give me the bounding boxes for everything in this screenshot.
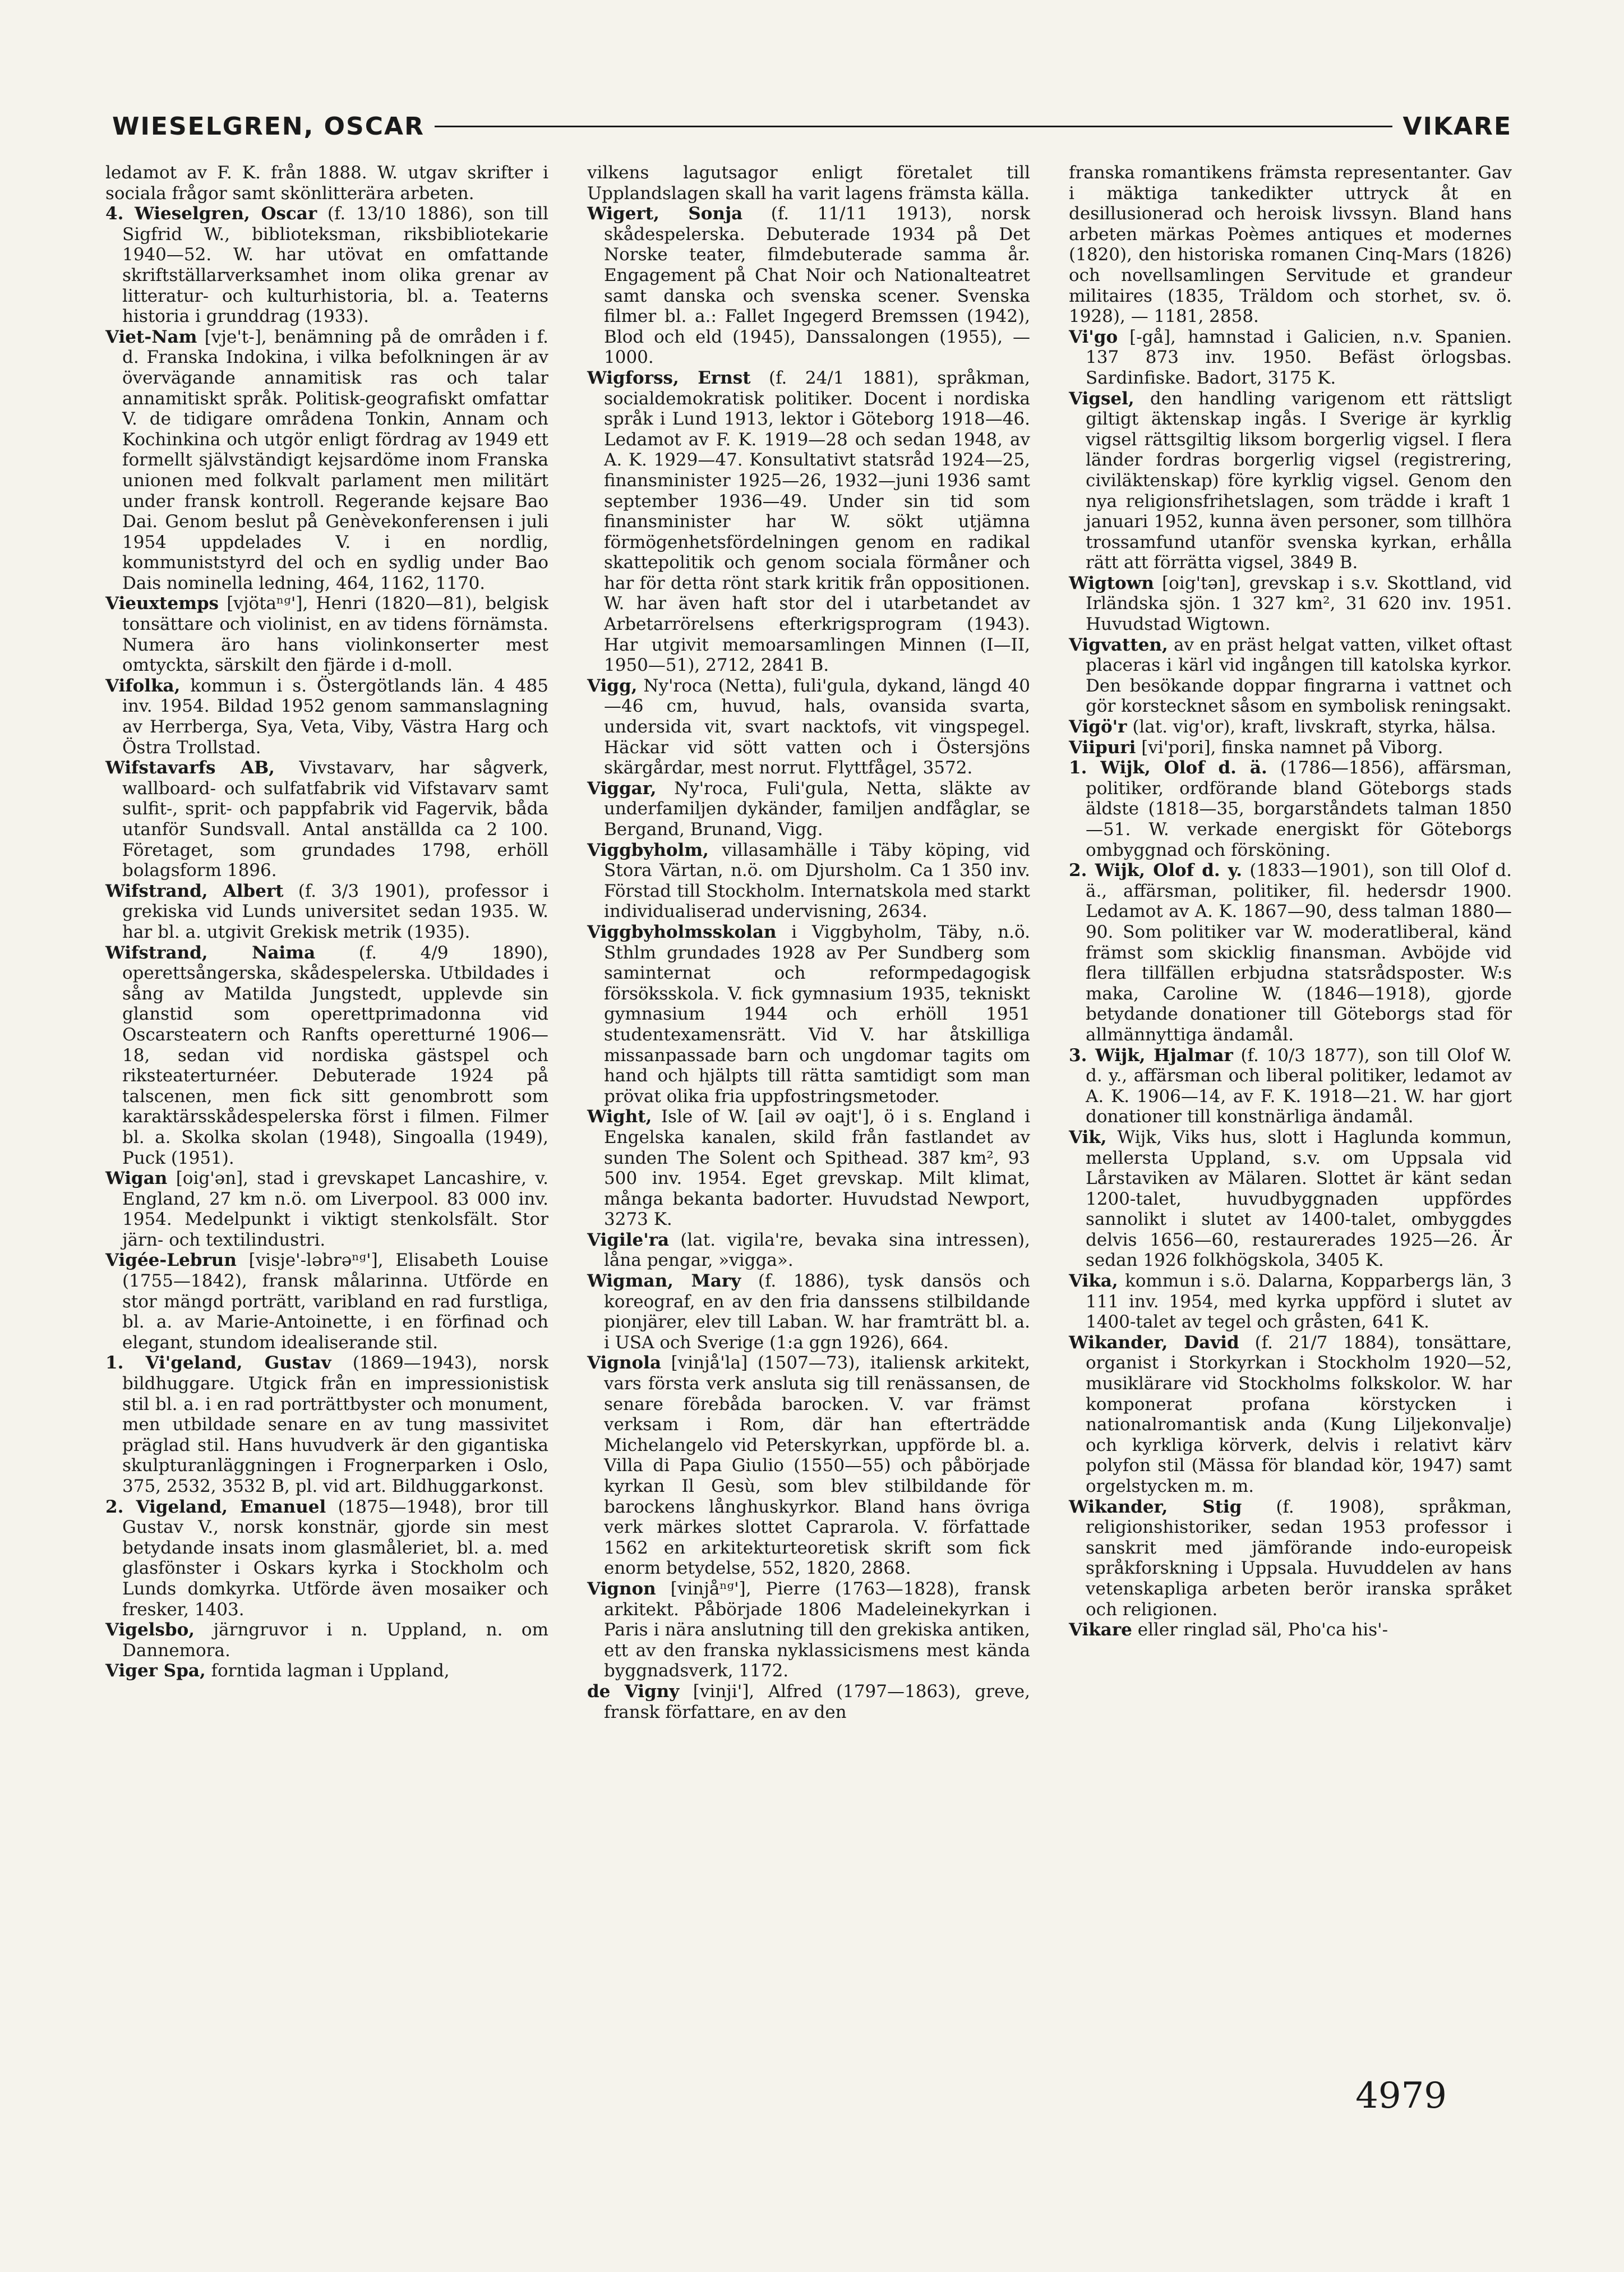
dictionary-entry	[105, 676, 548, 758]
dictionary-entry	[587, 1353, 1030, 1579]
entry-text: (1833—1901), son till Olof d. ä., affärsman, politiker, fil. hedersdr 1900. Ledamot av A. K. 1867—90, dess talman 1880—90. Som politiker var W. moderatliberal, känd främst som skicklig finansman. Avböjde vid flera tillfällen erbjudna statsrådsposter. W:s maka, Caroline W. (1846—1918), gjorde betydande donationer till Göteborgs stad för allmännyttiga ändamål.	[1086, 860, 1512, 1045]
entry-headword: Wigforss, Ernst	[587, 367, 751, 388]
entry-headword: Vigg,	[587, 675, 638, 696]
entry-headword: Vik,	[1069, 1127, 1107, 1147]
dictionary-entry	[1069, 327, 1512, 389]
entry-headword: Wikander, Stig	[1069, 1496, 1242, 1517]
entry-text: (1869—1943), norsk bildhuggare. Utgick från en impressionistisk stil bl. a. i en rad porträttbyster och monument, men utbildade senare en av tung massivitet präglad stil. Hans huvudverk är den gigantiska skulpturanläggningen i Frognerparken i Oslo, 375, 2532, 3532 B, pl. vid art. Bildhuggarkonst.	[122, 1353, 548, 1496]
entry-headword: 4. Wieselgren, Oscar	[105, 204, 317, 224]
entry-headword: Wikander, David	[1069, 1332, 1239, 1353]
dictionary-entry	[105, 1497, 548, 1620]
dictionary-entry	[1069, 1127, 1512, 1271]
entry-text: av en präst helgat vatten, vilket oftast placeras i kärl vid ingången till katolska kyrkor. Den besökande doppar fingrarna i vattnet och gör korstecknet såsom en symbolisk reningsakt.	[1086, 634, 1512, 717]
entry-text: (f. 24/1 1881), språkman, socialdemokratisk politiker. Docent i nordiska språk i Lund 1913, lektor i Göteborg 1918—46. Ledamot av F. K. 1919—28 och sedan 1948, av A. K. 1929—47. Konsultativt statsråd 1924—25, finansminister 1925—26, 1932—juni 1936 samt september 1936—49. Under sin tid som finansminister har W. sökt utjämna förmögenhetsfördelningen genom en radikal skattepolitik och genom sociala förmåner och har för detta rönt stark kritik från oppositionen. W. har även haft stor del i utarbetandet av Arbetarrörelsens efterkrigsprogram (1943). Har utgivit memoarsamlingen Minnen (I—II, 1950—51), 2712, 2841 B.	[604, 367, 1030, 676]
dictionary-entry	[587, 1681, 1030, 1722]
header-right-word: VIKARE	[1402, 112, 1512, 141]
entry-text: den handling varigenom ett rättsligt giltigt äktenskap ingås. I Sverige är kyrklig vigsel rättsgiltig liksom borgerlig vigsel. I flera länder fordras borgerlig vigsel (registrering, civiläktenskap) före kyrklig vigsel. Genom den nya religionsfrihetslagen, som trädde i kraft 1 januari 1952, kunna även personer, som tillhöra trossamfund utanför svenska kyrkan, erhålla rätt att förrätta vigsel, 3849 B.	[1086, 388, 1512, 573]
entry-text: kommun i s.ö. Dalarna, Kopparbergs län, 3 111 inv. 1954, med kyrka uppförd i slutet av 1400-talet av tegel och gråsten, 641 K.	[1086, 1271, 1512, 1333]
column-right	[1069, 163, 1512, 2109]
entry-text: kommun i s. Östergötlands län. 4 485 inv. 1954. Bildad 1952 genom sammanslagning av Herrberga, Sya, Veta, Viby, Västra Harg och Östra Trollstad.	[122, 675, 548, 758]
entry-headword: Viggbyholm,	[587, 840, 709, 860]
entry-text: Vivstavarv, har sågverk, wallboard- och sulfatfabrik vid Vifstavarv samt sulfit-, sprit- och pappfabrik vid Fagervik, båda utanför Sundsvall. Antal anställda ca 2 100. Företaget, som grundades 1798, erhöll bolagsform 1896.	[122, 758, 548, 881]
dictionary-entry	[105, 1168, 548, 1250]
entry-text: Ny'roca (Netta), fuli'gula, dykand, längd 40—46 cm, huvud, hals, ovansida svarta, undersida vit, svart nacktofs, vit vingspegel. Häckar vid sött vatten och i Östersjöns skärgårdar, mest norrut. Flyttfågel, 3572.	[604, 675, 1030, 778]
dictionary-entry	[587, 922, 1030, 1107]
dictionary-entry	[1069, 717, 1512, 738]
entry-headword: Vikare	[1069, 1620, 1132, 1640]
dictionary-entry	[587, 1271, 1030, 1353]
entry-headword: Viggbyholmsskolan	[587, 921, 777, 942]
dictionary-entry	[1069, 573, 1512, 635]
dictionary-entry	[587, 1230, 1030, 1271]
entry-headword: Vigsel,	[1069, 388, 1134, 409]
dictionary-entry	[1069, 1620, 1512, 1640]
entry-text: [vje't-], benämning på de områden i f. d. Franska Indokina, i vilka befolkningen är av övervägande annamitisk ras och talar annamitiskt språk. Politisk-geografiskt omfattar V. de tidigare områdena Tonkin, Annam och Kochinkina och utgör enligt fördrag av 1949 ett formellt självständigt kejsardöme inom Franska unionen med folkvalt parlament men militärt under fransk kontroll. Regerande kejsare Bao Dai. Genom beslut på Genèvekonferensen i juli 1954 uppdelades V. i en nordlig, kommuniststyrd del och en sydlig under Bao Dais nominella ledning, 464, 1162, 1170.	[122, 326, 548, 593]
dictionary-entry	[105, 943, 548, 1169]
entry-text: (1875—1948), bror till Gustav V., norsk konstnär, gjorde sin mest betydande insats inom glasmåleriet, bl. a. med glasfönster i Oskars kyrka i Stockholm och Lunds domkyrka. Utförde även mosaiker och fresker, 1403.	[122, 1496, 548, 1620]
dictionary-entry	[587, 1107, 1030, 1230]
header-rule	[435, 126, 1393, 127]
dictionary-entry	[587, 163, 1030, 204]
entry-text: forntida lagman i Uppland,	[205, 1661, 450, 1681]
dictionary-entry	[1069, 635, 1512, 717]
entry-headword: 1. Vi'geland, Gustav	[105, 1353, 331, 1374]
entry-text: vilkens lagutsagor enligt företalet till Upplandslagen skall ha varit lagens främsta källa.	[587, 163, 1030, 204]
entry-text: [vinjåⁿᵍ'], Pierre (1763—1828), fransk arkitekt. Påbörjade 1806 Madeleinekyrkan i Paris i nära anslutning till den grekiska antiken, ett av den franska nyklassicismens mest kända byggnadsverk, 1172.	[604, 1578, 1030, 1681]
dictionary-entry	[1069, 1271, 1512, 1333]
entry-headword: Vignola	[587, 1353, 662, 1374]
entry-headword: Wigert, Sonja	[587, 204, 743, 224]
entry-headword: Viger Spa,	[105, 1661, 206, 1681]
dictionary-entry	[105, 881, 548, 943]
dictionary-entry	[105, 1661, 548, 1681]
dictionary-entry	[105, 1620, 548, 1661]
entry-text: [oig'tən], grevskap i s.v. Skottland, vid Irländska sjön. 1 327 km², 31 620 inv. 1951. Huvudstad Wigtown.	[1086, 573, 1512, 635]
entry-text: [vjötaⁿᵍ'], Henri (1820—81), belgisk tonsättare och violinist, en av tidens förnämsta. Numera äro hans violinkonserter mest omtyckta, särskilt den fjärde i d-moll.	[122, 593, 548, 676]
column-left	[105, 163, 548, 2109]
entry-headword: Wifstrand, Naima	[105, 942, 316, 963]
text-columns	[105, 163, 1512, 2109]
dictionary-entry	[587, 676, 1030, 778]
entry-text: (lat. vig'or), kraft, livskraft, styrka, hälsa.	[1127, 717, 1497, 738]
entry-text: (f. 21/7 1884), tonsättare, organist i Storkyrkan i Stockholm 1920—52, musiklärare vid Stockholms folkskolor. W. har komponerat profana körstycken i nationalromantisk anda (Kung Liljekonvalje) och kyrkliga körverk, delvis i relativt kärv polyfon stil (Mässa för blandad kör, 1947) samt orgelstycken m. m.	[1086, 1332, 1512, 1496]
entry-text: franska romantikens främsta representanter. Gav i mäktiga tankedikter uttryck åt en desillusionerad och heroisk livssyn. Bland hans arbeten märkas Poèmes antiques et modernes (1820), den historiska romanen Cinq-Mars (1826) och novellsamlingen Servitude et grandeur militaires (1835, Träldom och storhet, sv. ö. 1928), — 1181, 2858.	[1069, 163, 1512, 327]
entry-headword: Vi'go	[1069, 326, 1118, 347]
dictionary-entry	[587, 778, 1030, 840]
dictionary-entry	[105, 758, 548, 881]
entry-text: [oig'ən], stad i grevskapet Lancashire, v. England, 27 km n.ö. om Liverpool. 83 000 inv. 1954. Medelpunkt i viktigt stenkolsfält. Stor järn- och textilindustri.	[122, 1168, 548, 1250]
dictionary-entry	[1069, 1497, 1512, 1620]
dictionary-entry	[1069, 1333, 1512, 1497]
entry-text: i Viggbyholm, Täby, n.ö. Sthlm grundades 1928 av Per Sundberg som saminternat och reformpedagogisk försöksskola. V. fick gymnasium 1935, tekniskt gymnasium 1944 och erhöll 1951 studentexamensrätt. Vid V. har åtskilliga missanpassade barn och ungdomar tagits om hand och hjälpts till rätta samtidigt som man prövat olika fria uppfostringsmetoder.	[604, 921, 1030, 1107]
dictionary-entry	[587, 204, 1030, 368]
entry-text: [vinjå'la] (1507—73), italiensk arkitekt, vars första verk ansluta sig till renässansen, de senare förebåda barocken. V. var främst verksam i Rom, där han efterträdde Michelangelo vid Peterskyrkan, uppförde bl. a. Villa di Papa Giulio (1550—55) och påbörjade kyrkan Il Gesù, som blev stilbildande för barockens långhuskyrkor. Bland hans övriga verk märkes slottet Caprarola. V. författade 1562 en arkitekturteoretisk skrift som fick enorm betydelse, 552, 1820, 2868.	[604, 1353, 1030, 1579]
entry-headword: Viggar,	[587, 778, 657, 799]
entry-text: (f. 10/3 1877), son till Olof W. d. y., affärsman och liberal politiker, ledamot av A. K. 1906—14, av F. K. 1918—21. W. har gjort donationer till konstnärliga ändamål.	[1086, 1045, 1512, 1127]
entry-headword: de Vigny	[587, 1681, 680, 1702]
dictionary-entry	[105, 327, 548, 594]
entry-headword: 3. Wijk, Hjalmar	[1069, 1045, 1233, 1066]
entry-headword: Vika,	[1069, 1271, 1118, 1292]
entry-headword: Vieuxtemps	[105, 593, 219, 614]
entry-headword: Viet-Nam	[105, 326, 197, 347]
entry-text: järngruvor i n. Uppland, n. om Dannemora.	[122, 1620, 548, 1661]
entry-text: ledamot av F. K. från 1888. W. utgav skrifter i sociala frågor samt skönlitterära arbeten.	[105, 163, 548, 204]
page-number: 4979	[1355, 2075, 1447, 2117]
dictionary-entry	[1069, 389, 1512, 573]
entry-text: [vi'pori], finska namnet på Viborg.	[1136, 737, 1443, 758]
header-left-word: WIESELGREN, OSCAR	[112, 112, 425, 141]
dictionary-entry	[1069, 758, 1512, 860]
entry-text: (f. 11/11 1913), norsk skådespelerska. Debuterade 1934 på Det Norske teater, filmdebuterade samma år. Engagement på Chat Noir och Nationalteatret samt danska och svenska scener. Svenska filmer bl. a.: Fallet Ingegerd Bremssen (1942), Blod och eld (1945), Danssalongen (1955), — 1000.	[604, 204, 1030, 368]
entry-headword: Vigelsbo,	[105, 1620, 195, 1640]
entry-headword: Wight,	[587, 1107, 652, 1127]
entry-headword: Wifstrand, Albert	[105, 881, 284, 901]
entry-headword: 2. Vigeland, Emanuel	[105, 1496, 326, 1517]
dictionary-entry	[587, 1579, 1030, 1681]
entry-headword: Vigvatten,	[1069, 634, 1168, 655]
entry-headword: 1. Wijk, Olof d. ä.	[1069, 758, 1267, 778]
entry-headword: Wigman, Mary	[587, 1271, 741, 1292]
dictionary-entry	[1069, 860, 1512, 1045]
entry-headword: Vignon	[587, 1578, 656, 1599]
entry-text: (f. 3/3 1901), professor i grekiska vid Lunds universitet sedan 1935. W. har bl. a. utgivit Grekisk metrik (1935).	[122, 881, 548, 942]
dictionary-entry	[1069, 738, 1512, 758]
entry-text: (f. 1908), språkman, religionshistoriker, sedan 1953 professor i sanskrit med jämförande indo-europeisk språkforskning i Uppsala. Huvuddelen av hans vetenskapliga arbeten berör iranska språket och religionen.	[1086, 1496, 1512, 1620]
dictionary-entry	[587, 368, 1030, 676]
entry-headword: Wigan	[105, 1168, 168, 1189]
dictionary-entry	[105, 163, 548, 204]
entry-text: Ny'roca, Fuli'gula, Netta, släkte av underfamiljen dykänder, familjen andfåglar, se Bergand, Brunand, Vigg.	[604, 778, 1030, 840]
dictionary-entry	[105, 593, 548, 675]
entry-text: Wijk, Viks hus, slott i Haglunda kommun, mellersta Uppland, s.v. om Uppsala vid Lårstaviken av Mälaren. Slottet är känt sedan 1200-talet, huvudbyggnaden uppfördes sannolikt i slutet av 1400-talet, ombyggdes delvis 1656—60, restaurerades 1925—26. Är sedan 1926 folkhögskola, 3405 K.	[1086, 1127, 1512, 1271]
column-middle	[587, 163, 1030, 2109]
entry-headword: 2. Wijk, Olof d. y.	[1069, 860, 1243, 881]
entry-headword: Wifstavarfs AB,	[105, 758, 275, 778]
entry-text: (1786—1856), affärsman, politiker, ordförande bland Göteborgs stads äldste (1818—35, borgarståndets talman 1850—51. W. verkade energiskt för Göteborgs ombyggnad och försköning.	[1086, 758, 1512, 860]
dictionary-entry	[105, 204, 548, 327]
dictionary-entry	[587, 840, 1030, 922]
entry-headword: Wigtown	[1069, 573, 1154, 593]
entry-headword: Vigée-Lebrun	[105, 1250, 237, 1271]
entry-text: eller ringlad säl, Pho'ca his'-	[1132, 1620, 1388, 1640]
entry-text: [-gå], hamnstad i Galicien, n.v. Spanien. 137 873 inv. 1950. Befäst örlogsbas. Sardinfiske. Badort, 3175 K.	[1086, 326, 1512, 388]
dictionary-entry	[105, 1353, 548, 1496]
entry-headword: Vifolka,	[105, 675, 181, 696]
entry-headword: Vigile'ra	[587, 1229, 670, 1250]
dictionary-entry	[1069, 163, 1512, 327]
entry-headword: Vigö'r	[1069, 717, 1127, 738]
dictionary-entry	[105, 1250, 548, 1353]
entry-text: [vinji'], Alfred (1797—1863), greve, fransk författare, en av den	[604, 1681, 1031, 1722]
entry-text: Isle of W. [ail əv oajt'], ö i s. England i Engelska kanalen, skild från fastlandet av sunden The Solent och Spithead. 387 km², 93 500 inv. 1954. Eget grevskap. Milt klimat, många bekanta badorter. Huvudstad Newport, 3273 K.	[604, 1107, 1030, 1230]
running-header	[112, 107, 1512, 146]
entry-text: (f. 13/10 1886), son till Sigfrid W., biblioteksman, riksbibliotekarie 1940—52. W. har utövat en omfattande skriftställarverksamhet inom olika grenar av litteratur- och kulturhistoria, bl. a. Teaterns historia i grunddrag (1933).	[122, 204, 548, 327]
entry-text: [visje'-ləbrəⁿᵍ'], Elisabeth Louise (1755—1842), fransk målarinna. Utförde en stor mängd porträtt, varibland en rad furstliga, bl. a. av Marie-Antoinette, i en förfinad och elegant, stundom idealiserande stil.	[122, 1250, 548, 1353]
entry-text: (f. 4/9 1890), operettsångerska, skådespelerska. Utbildades i sång av Matilda Jungstedt, upplevde sin glanstid som operettprimadonna vid Oscarsteatern och Ranfts operetturné 1906—18, sedan vid nordiska gästspel och riksteaterturnéer. Debuterade 1924 på talscenen, men fick sitt genombrott som karaktärsskådespelerska först i filmen. Filmer bl. a. Skolka skolan (1948), Singoalla (1949), Puck (1951).	[122, 942, 548, 1168]
dictionary-entry	[1069, 1045, 1512, 1127]
entry-headword: Viipuri	[1069, 737, 1136, 758]
entry-text: villasamhälle i Täby köping, vid Stora Värtan, n.ö. om Djursholm. Ca 1 350 inv. Förstad till Stockholm. Internatskola med starkt individualiserad undervisning, 2634.	[604, 840, 1030, 922]
entry-text: (f. 1886), tysk dansös och koreograf, en av den fria danssens stilbildande pionjärer, elev till Laban. W. har framträtt bl. a. i USA och Sverige (1:a ggn 1926), 664.	[604, 1271, 1031, 1353]
entry-text: (lat. vigila're, bevaka sina intressen), låna pengar, »vigga».	[604, 1229, 1030, 1271]
